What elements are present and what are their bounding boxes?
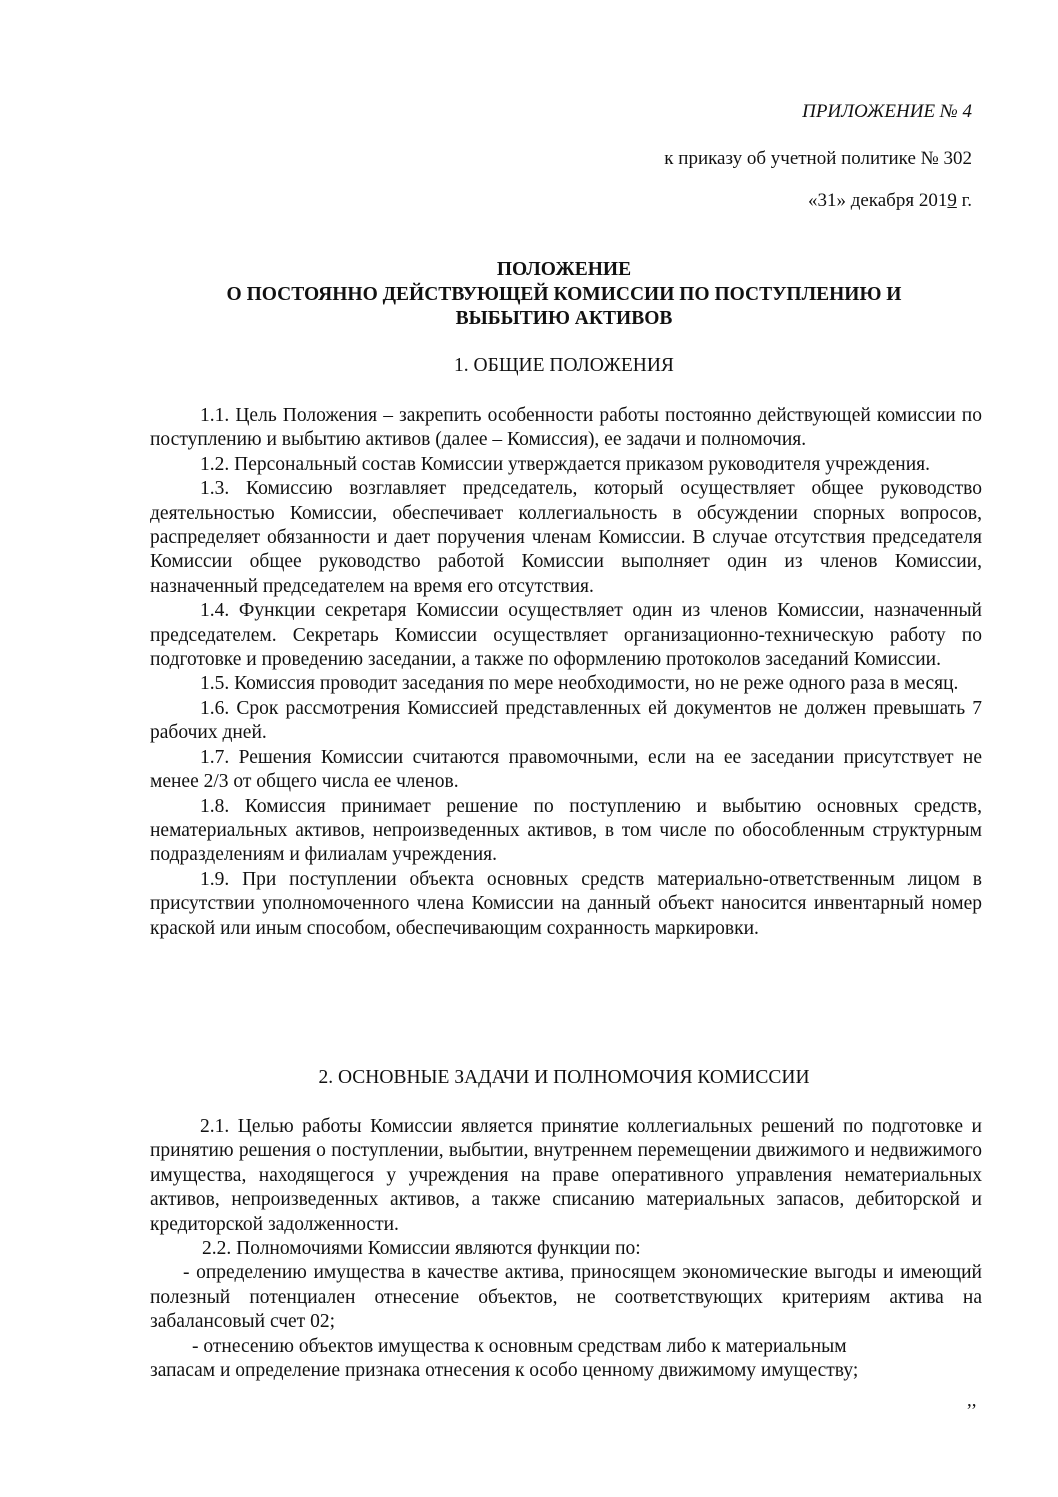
list-item-asset-definition: - определению имущества в качестве актива, приносящем экономические выгоды и имеющий полезный потенциален отнесение объектов, не соответствующих критериям актива на забалансовый счет 02; [150, 1262, 982, 1333]
paragraph-1-2: 1.2. Персональный состав Комиссии утверждается приказом руководителя учреждения. [200, 453, 930, 475]
paragraph-2-1: 2.1. Целью работы Комиссии является принятие коллегиальных решений по подготовке и принятию решения о поступлении, выбытии, внутреннем перемещении движимого и недвижимого имущества, находящегося у учреждения на праве оперативного управления нематериальных активов, непроизведенных активов, а также списанию материальных запасов, дебиторской и кредиторской задолженности. [150, 1116, 982, 1235]
document-title-line-2: О ПОСТОЯННО ДЕЙСТВУЮЩЕЙ КОМИССИИ ПО ПОСТУПЛЕНИЮ И [226, 284, 902, 305]
paragraph-1-6: 1.6. Срок рассмотрения Комиссией представленных ей документов не должен превышать 7 рабочих дней. [150, 697, 982, 744]
section-2-heading: 2. ОСНОВНЫЕ ЗАДАЧИ И ПОЛНОМОЧИЯ КОМИССИИ [318, 1067, 810, 1088]
document-title-line-1: ПОЛОЖЕНИЕ [496, 259, 632, 280]
paragraph-2-2: 2.2. Полномочиями Комиссии являются функции по: [202, 1238, 641, 1260]
document-title-line-3: ВЫБЫТИЮ АКТИВОВ [455, 308, 673, 329]
list-item-classification-line-1: - отнесению объектов имущества к основным средствам либо к материальным [192, 1335, 847, 1357]
paragraph-1-4: 1.4. Функции секретаря Комиссии осуществляет один из членов Комиссии, назначенный председателем. Секретарь Комиссии осуществляет организационно-техническую работу по подготовке и проведению заседании, а также по оформлению протоколов заседаний Комиссии. [150, 600, 982, 671]
paragraph-1-5: 1.5. Комиссия проводит заседания по мере необходимости, но не реже одного раза в месяц. [200, 673, 959, 695]
order-date-prefix: «31» декабря 201 [807, 190, 948, 211]
stray-mark: ,, [967, 1390, 977, 1411]
order-date-year-digit: 9 [947, 190, 957, 211]
section-1-body [150, 404, 982, 941]
paragraph-1-1: 1.1. Цель Положения – закрепить особенности работы постоянно действующей комиссии по поступлению и выбытию активов (далее – Комиссия), ее задачи и полномочия. [150, 405, 982, 451]
paragraph-1-9: 1.9. При поступлении объекта основных средств материально-ответственным лицом в присутствии уполномоченного члена Комиссии на данный объект наносится инвентарный номер краской или иным способом, обеспечивающим сохранность маркировки. [150, 868, 982, 939]
order-reference: к приказу об учетной политике № 302 [664, 148, 972, 169]
list-item-classification-line-2: запасам и определение признака отнесения к особо ценному движимому имуществу; [150, 1360, 859, 1382]
section-1-heading: 1. ОБЩИЕ ПОЛОЖЕНИЯ [454, 355, 674, 376]
paragraph-1-3: 1.3. Комиссию возглавляет председатель, который осуществляет общее руководство деятельностью Комиссии, обеспечивает коллегиальность в обсуждении спорных вопросов, распределяет обязанности и дает поручения членам Комиссии. В случае отсутствия председателя Комиссии общее руководство работой Комиссии выполняет один из членов Комиссии, назначенный председателем на время его отсутствия. [150, 478, 982, 597]
appendix-label: ПРИЛОЖЕНИЕ № 4 [802, 101, 972, 122]
paragraph-1-8: 1.8. Комиссия принимает решение по поступлению и выбытию основных средств, нематериальных активов, непроизведенных активов, в том числе по обособленным структурным подразделениям и филиалам учреждения. [150, 795, 982, 866]
order-date [808, 190, 972, 212]
paragraph-1-7: 1.7. Решения Комиссии считаются правомочными, если на ее заседании присутствует не менее 2/3 от общего числа ее членов. [150, 746, 982, 793]
section-2-body [150, 1115, 982, 1383]
order-date-suffix: г. [956, 190, 972, 211]
